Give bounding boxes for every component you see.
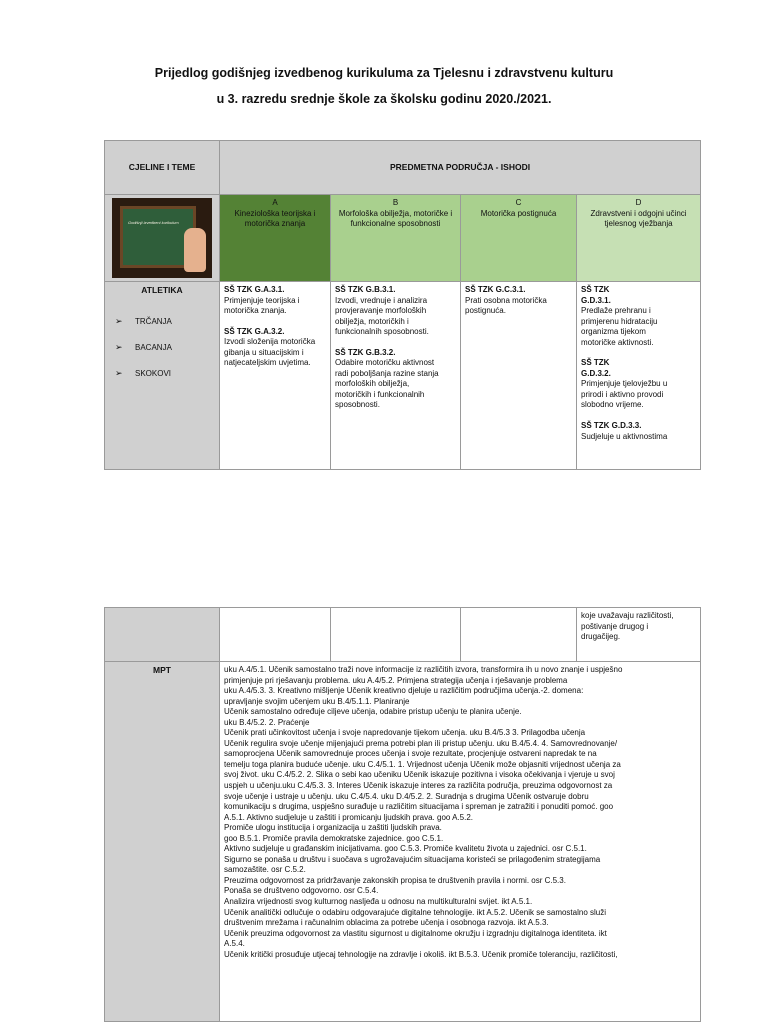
mpt-line: društvenim mrežama i računalnim oblacima za potrebe učenja i osobnoga razvoja. ikt A.5.3. xyxy=(224,918,549,928)
outcome-text: gibanja u situacijskim i xyxy=(224,347,304,357)
outcome-code: SŠ TZK G.B.3.1. xyxy=(335,285,396,294)
continued-d-line: koje uvažavaju različitosti, xyxy=(581,611,674,620)
outcome-text: slobodno vrijeme. xyxy=(581,400,644,410)
outcome-block xyxy=(335,348,456,411)
outcome-block xyxy=(581,285,696,348)
mpt-label: MPT xyxy=(105,662,220,1022)
header-areas: PREDMETNA PODRUČJA - ISHODI xyxy=(220,141,701,195)
outcomes-c xyxy=(461,282,577,470)
outcome-code: SŠ TZK xyxy=(581,285,610,294)
curriculum-table xyxy=(104,140,701,470)
unit-title: ATLETIKA xyxy=(141,285,183,295)
outcome-block xyxy=(581,358,696,411)
outcomes-a xyxy=(220,282,331,470)
outcome-text: natjecateljskim uvjetima. xyxy=(224,358,311,368)
outcome-text: radi poboljšanja razine stanja xyxy=(335,368,439,378)
mpt-line: Učenik samostalno određuje ciljeve učenja, odabire pristup učenju te planira učenje. xyxy=(224,707,522,717)
outcome-text: motorička znanja. xyxy=(224,306,287,316)
mpt-content xyxy=(220,662,701,1022)
topic-item: ➢ TRČANJA xyxy=(115,316,172,327)
area-a-name: Kineziološka teorijska i motorička znanja xyxy=(234,208,316,229)
outcome-block xyxy=(581,421,696,442)
outcome-block xyxy=(335,285,456,338)
mpt-line: A.5.4. xyxy=(224,939,245,949)
outcome-text: G.D.3.2. xyxy=(581,368,611,378)
outcome-text: sposobnosti. xyxy=(335,400,380,410)
mpt-line: samozaštite. osr C.5.2. xyxy=(224,865,306,875)
outcome-text: primjerenu hidrataciju xyxy=(581,316,658,326)
area-d-header xyxy=(577,195,701,282)
mpt-line: Preuzima odgovornost za pridržavanje zakonskih propisa te društvenih pravila i normi. osr C.5.3. xyxy=(224,875,566,885)
mpt-line: Učenik analitički odlučuje o odabiru odgovarajuće digitalne tehnologije. ikt A.5.2. Učenik se samostalno služi xyxy=(224,907,606,917)
outcome-text: funkcionalnih sposobnosti. xyxy=(335,327,429,337)
topic-item: ➢ BACANJA xyxy=(115,342,172,353)
header-units: CJELINE I TEME xyxy=(105,141,220,195)
mpt-line: Sigurno se ponaša u društvu i suočava s ugrožavajućim situacijama koristeći se prilagođenim strategijama xyxy=(224,854,601,864)
outcomes-d xyxy=(577,282,701,470)
curriculum-image-cell xyxy=(105,195,220,282)
mpt-line: uku A.4/5.1. Učenik samostalno traži nove informacije iz različitih izvora, transformira ih u novo znanje i uspješno xyxy=(224,665,623,674)
mpt-line: svoje učenje i ustraje u učenju. uku C.4/5.4. uku D.4/5.2. 2. Suradnja s drugima Učenik ostvaruje dobru xyxy=(224,791,589,801)
mpt-line: Učenik prati učinkovitost učenja i svoje napredovanje tijekom učenja. uku B.4/5.3 3. Prilagodba učenja xyxy=(224,728,586,738)
outcome-block xyxy=(224,285,326,317)
page-title-line-2: u 3. razredu srednje škole za školsku godinu 2020./2021. xyxy=(216,92,552,106)
mpt-line: primjenjuje pri rješavanju problema. uku A.4/5.2. Primjena strategija učenja i rješavanje problema xyxy=(224,675,568,685)
mpt-line: Promiče ulogu institucija i organizacija u zaštiti ljudskih prava. xyxy=(224,823,442,833)
outcome-text: G.D.3.1. xyxy=(581,295,611,305)
outcome-text: Izvodi složenija motorička xyxy=(224,337,316,347)
mpt-line: samoprocjena Učenik samovrednuje proces učenja i svoje rezultate, procjenjuje ostvareni napredak te na xyxy=(224,749,597,759)
arrow-bullet-icon: ➢ xyxy=(115,367,123,378)
outcome-text: motoričke aktivnosti. xyxy=(581,337,654,347)
outcome-text: provjeravanje morfoloških xyxy=(335,306,427,316)
mpt-line: uspjeh u učenju.uku C.4/5.3. 3. Interes Učenik iskazuje interes za različita područja, preuzima odgovornost za xyxy=(224,781,613,791)
curriculum-table-continued xyxy=(104,607,701,1022)
area-b-name: Morfološka obilježja, motoričke i funkcionalne sposobnosti xyxy=(338,208,453,229)
area-c-header xyxy=(461,195,577,282)
outcome-code: SŠ TZK G.A.3.2. xyxy=(224,326,285,336)
outcome-code: SŠ TZK G.A.3.1. xyxy=(224,285,285,294)
continued-c xyxy=(461,608,577,662)
mpt-line: Učenik regulira svoje učenje mijenjajući prema potrebi plan ili pristup učenju. uku B.4/5.4. 4. Samovrednovanje/ xyxy=(224,738,618,748)
outcome-text: Izvodi, vrednuje i analizira xyxy=(335,295,428,305)
mpt-line: uku A.4/5.3. 3. Kreativno mišljenje Učenik kreativno djeluje u različitim područjima učenja.-2. domena: xyxy=(224,686,584,696)
outcome-text: Sudjeluje u aktivnostima xyxy=(581,431,668,441)
area-c-letter: C xyxy=(515,198,522,207)
outcome-code: SŠ TZK G.B.3.2. xyxy=(335,347,396,357)
continued-d-line: drugačijeg. xyxy=(581,632,621,642)
area-b-header xyxy=(331,195,461,282)
outcome-text: Primjenjuje teorijska i xyxy=(224,295,300,305)
mpt-line: komunikaciju s drugima, uspješno surađuje u različitim situacijama i spreman je zatražiti i ponuditi pomoć. goo xyxy=(224,802,614,812)
outcome-text: organizma tijekom xyxy=(581,327,646,337)
outcomes-b xyxy=(331,282,461,470)
arrow-bullet-icon: ➢ xyxy=(115,342,123,353)
outcome-text: prirodi i aktivno provodi xyxy=(581,389,664,399)
page-title-line-1: Prijedlog godišnjeg izvedbenog kurikuluma za Tjelesnu i zdravstvenu kulturu xyxy=(154,66,614,80)
outcome-block xyxy=(224,327,326,369)
outcome-text: Primjenjuje tjelovježbu u xyxy=(581,379,668,389)
continued-d xyxy=(577,608,701,662)
mpt-line: Učenik preuzima odgovornost za vlastitu sigurnost u digitalnome okružju i izgradnju digitalnoga identiteta. ikt xyxy=(224,928,607,938)
mpt-line: Analizira vrijednosti svog kulturnog nasljeđa u odnosu na multikulturalni svijet. ikt A.5.1. xyxy=(224,897,533,907)
topic-list xyxy=(109,316,215,380)
outcome-text: Odabire motoričku aktivnost xyxy=(335,358,435,368)
outcome-text: obilježja, motoričkih i xyxy=(335,316,409,326)
arrow-bullet-icon: ➢ xyxy=(115,316,123,327)
area-d-letter: D xyxy=(635,198,642,207)
outcome-text: morfoloških obilježja, xyxy=(335,379,410,389)
continued-d-line: poštivanje drugog i xyxy=(581,621,649,631)
continued-b xyxy=(331,608,461,662)
outcome-code: SŠ TZK G.D.3.3. xyxy=(581,421,642,431)
outcome-text: Predlaže prehranu i xyxy=(581,306,651,316)
area-b-letter: B xyxy=(392,198,399,207)
mpt-line: upravljanje svojim učenjem uku B.4/5.1.1. Planiranje xyxy=(224,696,410,706)
outcome-text: Prati osobna motorička xyxy=(465,295,547,305)
unit-cell xyxy=(105,282,220,470)
area-c-name: Motorička postignuća xyxy=(480,208,557,218)
outcome-code: SŠ TZK G.C.3.1. xyxy=(465,285,526,294)
area-a-header xyxy=(220,195,331,282)
outcome-text: postignuća. xyxy=(465,306,506,316)
board-text: Godišnji izvedbeni kurikulum xyxy=(128,220,179,225)
area-a-letter: A xyxy=(272,198,278,207)
mpt-line: uku B.4/5.2. 2. Praćenje xyxy=(224,717,310,727)
mpt-line: goo B.5.1. Promiče pravila demokratske zajednice. goo C.5.1. xyxy=(224,833,444,843)
outcome-block xyxy=(465,285,572,317)
mpt-line: svoj život. uku C.4/5.2. 2. Slika o sebi kao učeniku Učenik iskazuje pozitivna i visoka očekivanja i vjeruje u svoj xyxy=(224,770,615,780)
mpt-line: Aktivno sudjeluje u građanskim inicijativama. goo C.5.3. Promiče kvalitetu života u zajednici. osr C.5.1. xyxy=(224,844,587,854)
mpt-line: Ponaša se društveno odgovorno. osr C.5.4. xyxy=(224,886,379,896)
topic-item: ➢ SKOKOVI xyxy=(115,367,172,378)
outcome-text: motoričkih i funkcionalnih xyxy=(335,389,425,399)
mpt-line: A.5.1. Aktivno sudjeluje u zaštiti i promicanju ljudskih prava. goo A.5.2. xyxy=(224,812,474,822)
chalkboard-thumbs-up-image xyxy=(112,198,212,278)
area-d-name: Zdravstveni i odgojni učinci tjelesnog vježbanja xyxy=(590,208,687,229)
continued-a xyxy=(220,608,331,662)
thumbs-up-icon xyxy=(184,228,206,272)
continued-unit-cell xyxy=(105,608,220,662)
mpt-line: temelju toga planira buduće učenje. uku C.4/5.1. 1. Vrijednost učenja Učenik može objasniti vrijednost učenja za xyxy=(224,759,621,769)
outcome-code: SŠ TZK xyxy=(581,358,610,368)
mpt-line: Učenik kritički prosuđuje utjecaj tehnologije na zdravlje i okoliš. ikt B.5.3. Učenik promiče toleranciju, različitosti, xyxy=(224,949,618,959)
